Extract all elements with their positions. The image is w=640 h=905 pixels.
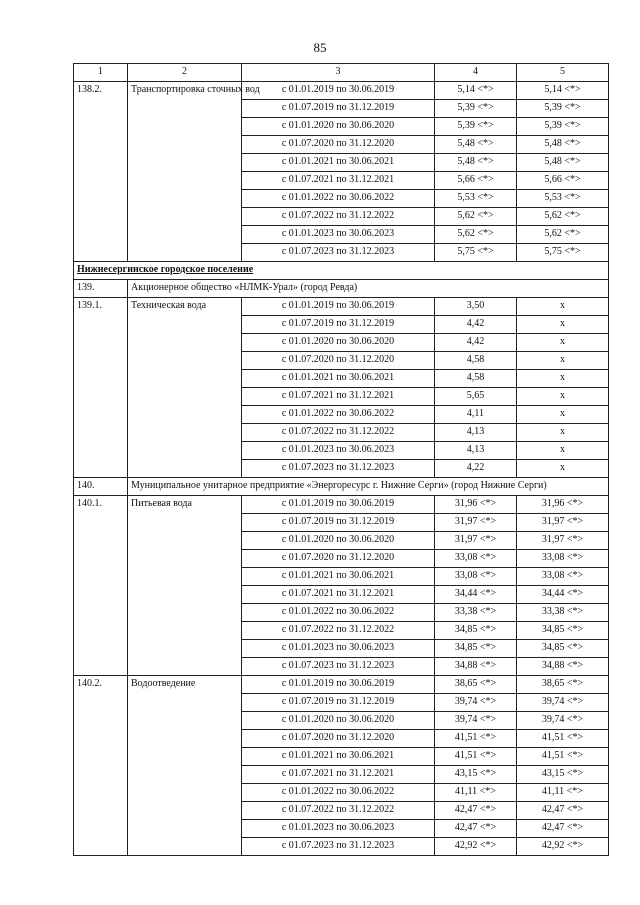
period-label: с 01.07.2019 по 31.12.2019 [242, 694, 435, 712]
period-label: с 01.01.2020 по 30.06.2020 [242, 118, 435, 136]
period-label: с 01.07.2020 по 31.12.2020 [242, 136, 435, 154]
period-label: с 01.07.2019 по 31.12.2019 [242, 316, 435, 334]
tariff-value-col4: 42,92 <*> [435, 838, 517, 856]
period-label: с 01.07.2021 по 31.12.2021 [242, 766, 435, 784]
period-label: с 01.01.2020 по 30.06.2020 [242, 334, 435, 352]
tariff-value-col4: 5,66 <*> [435, 172, 517, 190]
row-number: 139.1. [74, 298, 128, 478]
tariff-value-col5: 5,62 <*> [517, 226, 609, 244]
tariff-value-col5: 5,53 <*> [517, 190, 609, 208]
tariff-value-col5: 34,88 <*> [517, 658, 609, 676]
tariff-value-col5: х [517, 352, 609, 370]
service-name: Техническая вода [128, 298, 242, 478]
row-number: 139. [74, 280, 128, 298]
period-label: с 01.01.2022 по 30.06.2022 [242, 406, 435, 424]
service-name: Водоотведение [128, 676, 242, 856]
period-label: с 01.07.2022 по 31.12.2022 [242, 802, 435, 820]
period-label: с 01.07.2021 по 31.12.2021 [242, 172, 435, 190]
tariff-value-col5: х [517, 406, 609, 424]
tariff-value-col5: 5,39 <*> [517, 118, 609, 136]
period-label: с 01.01.2019 по 30.06.2019 [242, 82, 435, 100]
tariff-value-col5: 33,08 <*> [517, 550, 609, 568]
period-label: с 01.01.2020 по 30.06.2020 [242, 532, 435, 550]
tariff-value-col4: 5,62 <*> [435, 226, 517, 244]
tariff-value-col4: 4,13 [435, 424, 517, 442]
service-name: Питьевая вода [128, 496, 242, 676]
period-label: с 01.07.2023 по 31.12.2023 [242, 838, 435, 856]
period-label: с 01.01.2021 по 30.06.2021 [242, 568, 435, 586]
period-label: с 01.01.2023 по 30.06.2023 [242, 640, 435, 658]
table-header-row [74, 64, 609, 82]
period-label: с 01.01.2021 по 30.06.2021 [242, 154, 435, 172]
tariff-value-col5: 39,74 <*> [517, 712, 609, 730]
period-label: с 01.07.2023 по 31.12.2023 [242, 658, 435, 676]
period-label: с 01.07.2021 по 31.12.2021 [242, 586, 435, 604]
tariff-value-col5: х [517, 424, 609, 442]
row-number: 138.2. [74, 82, 128, 262]
tariff-value-col5: 34,44 <*> [517, 586, 609, 604]
period-label: с 01.07.2022 по 31.12.2022 [242, 208, 435, 226]
tariff-value-col4: 42,47 <*> [435, 802, 517, 820]
tariff-value-col5: х [517, 298, 609, 316]
tariff-value-col4: 33,08 <*> [435, 550, 517, 568]
organization-name: Акционерное общество «НЛМК-Урал» (город Ревда) [128, 280, 609, 298]
tariff-value-col5: х [517, 370, 609, 388]
tariff-value-col4: 41,51 <*> [435, 730, 517, 748]
tariff-value-col5: 5,48 <*> [517, 136, 609, 154]
period-label: с 01.07.2020 по 31.12.2020 [242, 730, 435, 748]
tariff-value-col4: 4,11 [435, 406, 517, 424]
organization-row [74, 280, 609, 298]
period-label: с 01.07.2021 по 31.12.2021 [242, 388, 435, 406]
tariff-value-col5: 5,39 <*> [517, 100, 609, 118]
period-label: с 01.01.2023 по 30.06.2023 [242, 820, 435, 838]
period-label: с 01.07.2023 по 31.12.2023 [242, 244, 435, 262]
period-label: с 01.01.2022 по 30.06.2022 [242, 784, 435, 802]
period-label: с 01.01.2019 по 30.06.2019 [242, 496, 435, 514]
column-header: 1 [74, 64, 128, 82]
tariff-value-col4: 42,47 <*> [435, 820, 517, 838]
tariff-value-col4: 34,44 <*> [435, 586, 517, 604]
tariff-row [74, 496, 609, 514]
tariff-value-col5: х [517, 442, 609, 460]
organization-name: Муниципальное унитарное предприятие «Энергоресурс г. Нижние Серги» (город Нижние Серги) [128, 478, 609, 496]
tariff-value-col4: 34,85 <*> [435, 640, 517, 658]
tariff-value-col5: 41,11 <*> [517, 784, 609, 802]
tariff-value-col4: 4,58 [435, 370, 517, 388]
period-label: с 01.01.2023 по 30.06.2023 [242, 442, 435, 460]
column-header: 2 [128, 64, 242, 82]
period-label: с 01.01.2019 по 30.06.2019 [242, 298, 435, 316]
tariff-value-col4: 4,58 [435, 352, 517, 370]
tariff-value-col4: 39,74 <*> [435, 712, 517, 730]
period-label: с 01.07.2020 по 31.12.2020 [242, 550, 435, 568]
tariff-value-col4: 31,96 <*> [435, 496, 517, 514]
tariff-value-col4: 41,11 <*> [435, 784, 517, 802]
tariff-row [74, 82, 609, 100]
tariff-value-col5: 31,97 <*> [517, 532, 609, 550]
tariff-value-col5: 43,15 <*> [517, 766, 609, 784]
tariff-value-col4: 5,53 <*> [435, 190, 517, 208]
tariff-value-col5: 38,65 <*> [517, 676, 609, 694]
tariff-value-col5: х [517, 334, 609, 352]
tariff-value-col4: 31,97 <*> [435, 532, 517, 550]
tariff-value-col5: 33,38 <*> [517, 604, 609, 622]
tariff-value-col4: 5,39 <*> [435, 118, 517, 136]
tariff-value-col5: 5,66 <*> [517, 172, 609, 190]
tariff-value-col5: х [517, 316, 609, 334]
tariff-value-col4: 5,14 <*> [435, 82, 517, 100]
period-label: с 01.01.2021 по 30.06.2021 [242, 370, 435, 388]
tariff-value-col5: 42,92 <*> [517, 838, 609, 856]
tariff-row [74, 298, 609, 316]
period-label: с 01.07.2022 по 31.12.2022 [242, 424, 435, 442]
tariff-value-col5: 41,51 <*> [517, 748, 609, 766]
organization-row [74, 478, 609, 496]
column-header: 3 [242, 64, 435, 82]
period-label: с 01.07.2020 по 31.12.2020 [242, 352, 435, 370]
tariff-value-col4: 4,13 [435, 442, 517, 460]
tariff-value-col4: 34,88 <*> [435, 658, 517, 676]
row-number: 140.2. [74, 676, 128, 856]
tariff-value-col4: 5,62 <*> [435, 208, 517, 226]
tariff-value-col5: 5,14 <*> [517, 82, 609, 100]
tariff-value-col4: 5,48 <*> [435, 154, 517, 172]
tariff-value-col5: 41,51 <*> [517, 730, 609, 748]
tariff-value-col4: 4,22 [435, 460, 517, 478]
tariff-value-col5: 42,47 <*> [517, 802, 609, 820]
tariff-row [74, 676, 609, 694]
column-header: 4 [435, 64, 517, 82]
tariff-value-col5: 5,75 <*> [517, 244, 609, 262]
section-row [74, 262, 609, 280]
tariff-value-col5: 33,08 <*> [517, 568, 609, 586]
tariff-value-col5: х [517, 460, 609, 478]
tariff-value-col4: 41,51 <*> [435, 748, 517, 766]
period-label: с 01.01.2022 по 30.06.2022 [242, 190, 435, 208]
tariff-table [73, 63, 609, 856]
page-number: 85 [313, 40, 327, 55]
period-label: с 01.07.2019 по 31.12.2019 [242, 100, 435, 118]
tariff-value-col4: 4,42 [435, 334, 517, 352]
row-number: 140. [74, 478, 128, 496]
section-title: Нижнесергинское городское поселение [74, 262, 609, 280]
period-label: с 01.01.2022 по 30.06.2022 [242, 604, 435, 622]
tariff-value-col4: 3,50 [435, 298, 517, 316]
tariff-value-col4: 39,74 <*> [435, 694, 517, 712]
tariff-value-col4: 5,65 [435, 388, 517, 406]
tariff-value-col5: 5,62 <*> [517, 208, 609, 226]
tariff-value-col5: х [517, 388, 609, 406]
tariff-value-col4: 33,38 <*> [435, 604, 517, 622]
column-header: 5 [517, 64, 609, 82]
tariff-value-col5: 5,48 <*> [517, 154, 609, 172]
tariff-value-col4: 33,08 <*> [435, 568, 517, 586]
tariff-value-col5: 34,85 <*> [517, 640, 609, 658]
period-label: с 01.01.2019 по 30.06.2019 [242, 676, 435, 694]
tariff-value-col4: 5,75 <*> [435, 244, 517, 262]
tariff-value-col4: 31,97 <*> [435, 514, 517, 532]
period-label: с 01.07.2019 по 31.12.2019 [242, 514, 435, 532]
tariff-value-col4: 5,39 <*> [435, 100, 517, 118]
period-label: с 01.01.2023 по 30.06.2023 [242, 226, 435, 244]
tariff-value-col4: 43,15 <*> [435, 766, 517, 784]
tariff-value-col5: 39,74 <*> [517, 694, 609, 712]
tariff-value-col4: 4,42 [435, 316, 517, 334]
tariff-value-col4: 34,85 <*> [435, 622, 517, 640]
tariff-value-col4: 5,48 <*> [435, 136, 517, 154]
row-number: 140.1. [74, 496, 128, 676]
service-name: Транспортировка сточных вод [128, 82, 242, 262]
period-label: с 01.01.2020 по 30.06.2020 [242, 712, 435, 730]
period-label: с 01.07.2023 по 31.12.2023 [242, 460, 435, 478]
tariff-value-col4: 38,65 <*> [435, 676, 517, 694]
tariff-value-col5: 34,85 <*> [517, 622, 609, 640]
tariff-value-col5: 31,97 <*> [517, 514, 609, 532]
tariff-value-col5: 42,47 <*> [517, 820, 609, 838]
period-label: с 01.07.2022 по 31.12.2022 [242, 622, 435, 640]
period-label: с 01.01.2021 по 30.06.2021 [242, 748, 435, 766]
tariff-value-col5: 31,96 <*> [517, 496, 609, 514]
